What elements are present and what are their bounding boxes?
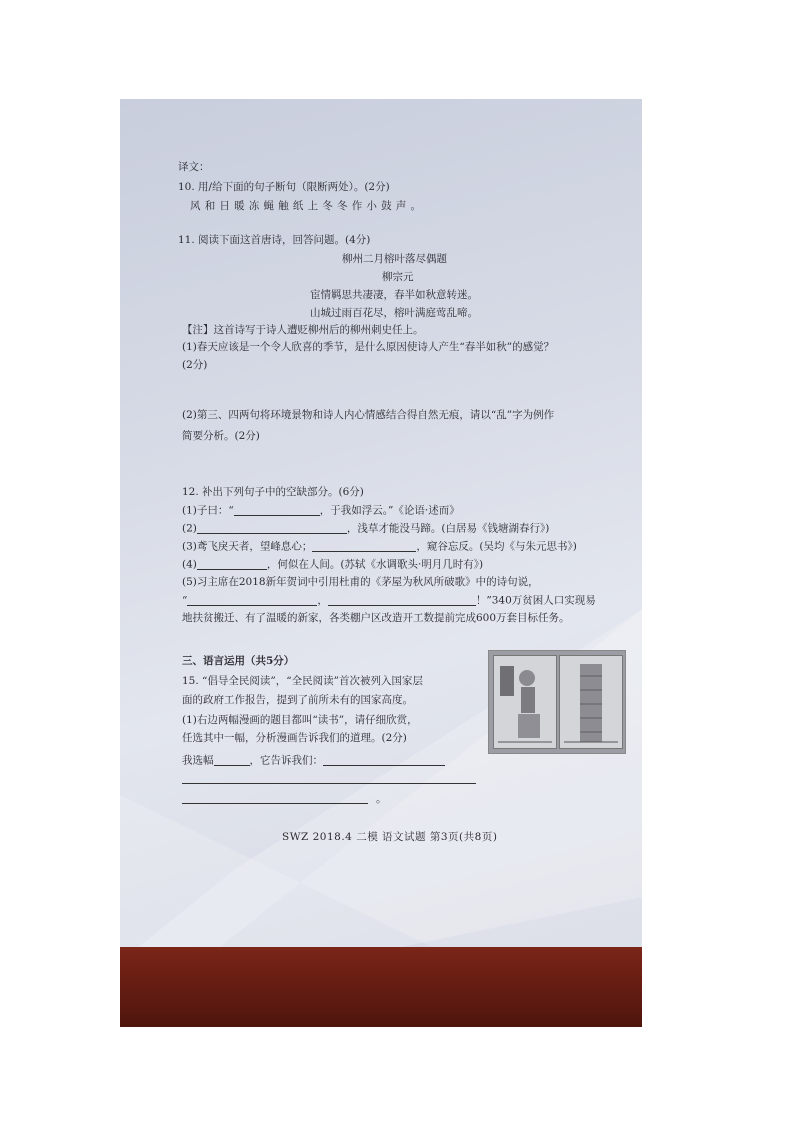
q10-prompt: 10. 用/给下面的句子断句（限断两处）。(2分) [178,181,390,193]
q11-sub1: (1)春天应该是一个令人欣喜的季节，是什么原因使诗人产生“春半如秋”的感觉？ [182,341,555,353]
q12-4-after: ，何似在人间。(苏轼《水调歌头·明月几时有》) [266,558,484,571]
photo-of-exam-page [120,99,642,1027]
q12-2-before: (2) [182,522,197,535]
answer-blank-2[interactable] [182,773,476,784]
q15-line-1: 15. “倡导全民阅读”，“全民阅读”首次被列入国家层 [182,675,424,687]
q12-2-after: ，浅草才能没马蹄。(白居易《钱塘湖春行》) [346,522,550,535]
q15-line-4: 任选其中一幅，分析漫画告诉我们的道理。(2分) [182,732,407,744]
q11-sub2: (2)第三、四两句将环境景物和诗人内心情感结合得自然无痕，请以“乱”字为例作 [182,409,555,421]
comic-right-panel [559,655,623,749]
q12-5-after: ！”340万贫困人口实现易 [475,594,596,607]
q12-2-blank[interactable] [197,523,347,534]
exam-page-content [120,99,642,949]
section-3-title: 三、语言运用（共5分） [182,655,295,667]
q11-sub1-score: (2分) [182,359,208,371]
q12-line-5b [182,595,596,606]
poem-line-2: 山城过雨百花尽，榕叶满庭莺乱啼。 [310,307,478,319]
q12-line-4 [182,559,483,570]
wooden-table [120,947,642,1027]
poem-line-1: 宦情羁思共凄凄，春半如秋意转迷。 [310,289,478,301]
q12-5-blank-1[interactable] [187,595,317,606]
q15-line-3: (1)右边两幅漫画的题目都叫“读书”，请仔细欣赏， [182,714,418,726]
q12-line-1 [182,505,460,516]
q12-line-5: (5)习主席在2018新年贺词中引用杜甫的《茅屋为秋风所破歌》中的诗句说， [182,576,539,588]
comic-left-panel [493,655,557,749]
answer-blank-1[interactable] [323,755,445,766]
q12-1-after: ，于我如浮云。”《论语·述而》 [319,504,460,517]
answer-it-tells-label: ，它告诉我们： [249,754,323,767]
answer-blank-3[interactable] [182,793,368,804]
poem-title: 柳州二月榕叶落尽偶题 [342,253,447,265]
q12-line-2 [182,523,549,534]
q15-answer-line-3 [182,793,387,804]
q12-5-open-quote: “ [182,594,188,607]
q15-answer-line-2 [182,773,476,784]
page-footer: SWZ 2018.4 二模 语文试题 第3页(共8页) [282,831,498,843]
q12-1-blank[interactable] [234,505,320,516]
comic-right-book-stack-icon [560,656,622,748]
answer-end-mark: 。 [376,792,387,805]
q12-5-comma: ， [317,594,328,607]
q12-prompt: 12. 补出下列句子中的空缺部分。(6分) [182,486,364,498]
q11-sub2-cont: 简要分析。(2分) [182,430,260,442]
q10-sentence: 风和日暖冻蝇触纸上冬冬作小鼓声。 [190,200,426,212]
q12-1-before: (1)子曰：“ [182,504,234,517]
translation-label: 译文： [178,161,210,173]
q11-prompt: 11. 阅读下面这首唐诗，回答问题。(4分) [178,234,371,246]
reading-comics-image [488,650,626,754]
q15-answer-line [182,755,445,766]
q12-3-after: ，窥谷忘反。(吴均《与朱元思书》) [416,540,577,553]
q12-3-blank[interactable] [312,541,416,552]
q12-line-3 [182,541,577,552]
q12-3-before: (3)鸢飞戾天者，望峰息心； [182,540,313,553]
q12-4-blank[interactable] [197,559,267,570]
poem-author: 柳宗元 [382,271,414,283]
answer-choose-label: 我选幅 [182,754,214,767]
q12-5-blank-2[interactable] [328,595,476,606]
q15-line-2: 面的政府工作报告，提到了前所未有的国家高度。 [182,694,413,706]
q12-line-5c: 地扶贫搬迁、有了温暖的新家，各类棚户区改造开工数提前完成600万套目标任务。 [182,612,570,624]
comic-left-figure-icon [494,656,556,748]
poem-note: 【注】这首诗写于诗人遭贬柳州后的柳州刺史任上。 [182,324,424,336]
answer-choice-blank[interactable] [214,755,250,766]
q12-4-before: (4) [182,558,197,571]
